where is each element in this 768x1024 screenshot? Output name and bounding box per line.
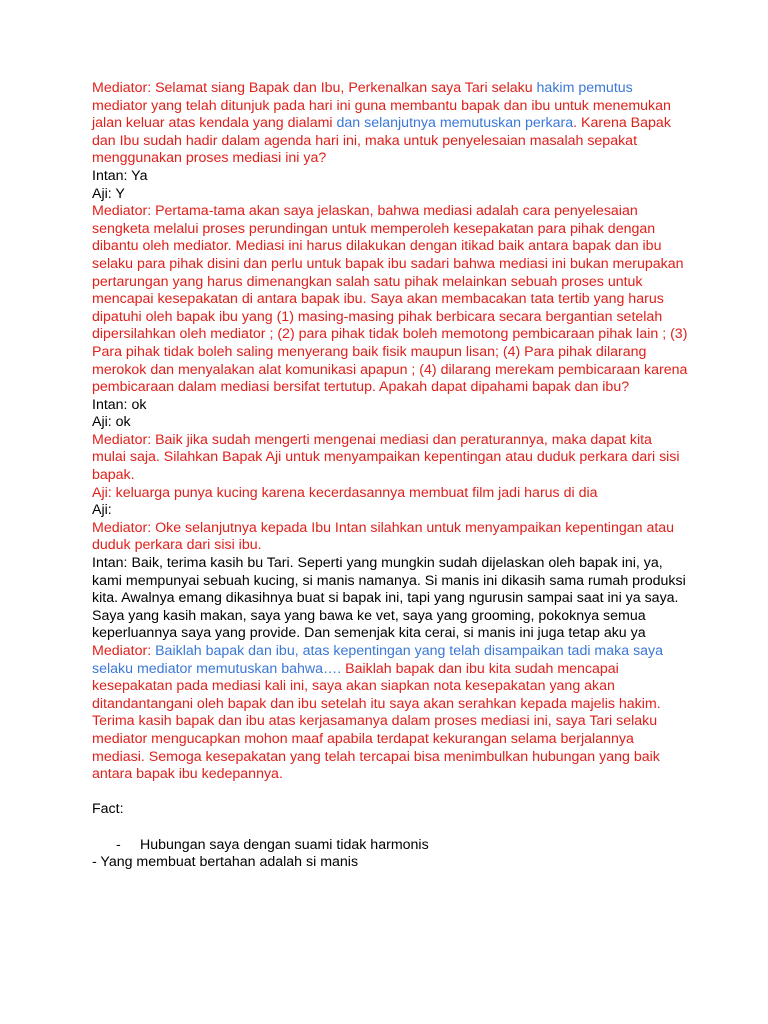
spacer — [92, 819, 688, 837]
document-body — [92, 80, 688, 872]
highlighted-text: Baiklah bapak dan ibu, atas kepentingan yang telah disampaikan tadi maka saya selaku mediator memutuskan bahwa…. — [92, 643, 664, 677]
mediator-opening — [92, 80, 688, 168]
aji-empty: Aji: — [92, 502, 112, 519]
fact-item-text: Hubungan saya dengan suami tidak harmonis — [140, 836, 429, 853]
highlighted-text: hakim pemutus — [536, 80, 633, 96]
intan-reply: Intan: Ya — [92, 167, 148, 184]
aji-statement: Aji: keluarga punya kucing karena kecerdasannya membuat film jadi harus di dia — [92, 484, 598, 501]
spacer — [92, 784, 688, 802]
mediator-invite-aji: Mediator: Baik jika sudah mengerti mengenai mediasi dan peraturannya, maka dapat kita mulai saja. Silahkan Bapak Aji untuk menyampaikan kepentingan atau duduk perkara dari sisi bapak. — [92, 431, 680, 484]
intan-reply: Intan: ok — [92, 396, 147, 413]
mediator-text: . Karena Bapak dan Ibu sudah hadir dalam agenda hari ini, maka untuk penyelesaian masalah sepakat menggunakan proses mediasi ini ya? — [92, 115, 671, 167]
mediator-text: Mediator: Selamat siang Bapak dan Ibu, Perkenalkan saya Tari selaku — [92, 80, 537, 96]
aji-reply: Aji: Y — [92, 185, 125, 202]
aji-reply: Aji: ok — [92, 414, 131, 431]
fact-item: - Yang membuat bertahan adalah si manis — [92, 854, 359, 871]
mediator-invite-intan: Mediator: Oke selanjutnya kepada Ibu Intan silahkan untuk menyampaikan kepentingan atau duduk perkara dari sisi ibu. — [92, 519, 675, 554]
mediator-rules: Mediator: Pertama-tama akan saya jelaskan, bahwa mediasi adalah cara penyelesaian sengketa melalui proses perundingan untuk memperoleh kesepakatan para pihak dengan dibantu oleh mediator. Mediasi ini harus dilakukan dengan itikad baik antara bapak dan ibu selaku para pihak disini dan perlu untuk bapak ibu sadari bahwa mediasi ini bukan merupakan pertarungan yang harus dimenangkan salah satu pihak melainkan sebuah proses untuk mencapai kesepakatan di antara bapak ibu. Saya akan membacakan tata tertib yang harus dipatuhi oleh bapak ibu yang (1) masing-masing pihak berbicara secara bergantian setelah dipersilahkan oleh mediator ; (2) para pihak tidak boleh memotong pembicaraan pihak lain ; (3) Para pihak tidak boleh saling menyerang baik fisik maupun lisan; (4) Para pihak dilarang merokok dan menyalakan alat komunikasi apapun ; (4) dilarang merekam pembicaraan karena pembicaraan dalam mediasi bersifat tertutup. Apakah dapat dipahami bapak dan ibu? — [92, 203, 688, 396]
mediator-closing — [92, 643, 688, 784]
bullet-dash: - — [116, 836, 121, 853]
fact-item — [92, 837, 688, 855]
intan-statement: Intan: Baik, terima kasih bu Tari. Seperti yang mungkin sudah dijelaskan oleh bapak ini, ya, kami mempunyai sebuah kucing, si manis namanya. Si manis ini dikasih sama rumah produksi kita. Awalnya emang dikasihnya buat si bapak ini, tapi yang ngurusin sampai saat ini ya saya. Saya yang kasih makan, saya yang bawa ke vet, saya yang grooming, pokoknya semua keperluannya saya yang provide. Dan semenjak kita cerai, si manis ini juga tetap aku ya — [92, 555, 686, 642]
highlighted-text: dan selanjutnya memutuskan perkara — [336, 115, 574, 132]
mediator-text: Baiklah bapak dan ibu kita sudah mencapai kesepakatan pada mediasi kali ini, saya akan siapkan nota kesepakatan yang akan ditandantangani oleh bapak dan ibu setelah itu saya akan serahkan kepada majelis hakim. Terima kasih bapak dan ibu atas kerjasamanya dalam proses mediasi ini, saya Tari selaku mediator mengucapkan mohon maaf apabila terdapat kekurangan selama berjalannya mediasi. Semoga kesepakatan yang telah tercapai bisa menimbulkan hubungan yang baik antara bapak ibu kedepannya. — [92, 660, 661, 783]
mediator-text: Mediator: — [92, 643, 156, 659]
mediator-text: mediator yang telah ditunjuk pada hari ini guna membantu bapak dan ibu untuk menemukan jalan keluar atas kendala yang dialami — [92, 97, 671, 132]
fact-label: Fact: — [92, 801, 124, 818]
